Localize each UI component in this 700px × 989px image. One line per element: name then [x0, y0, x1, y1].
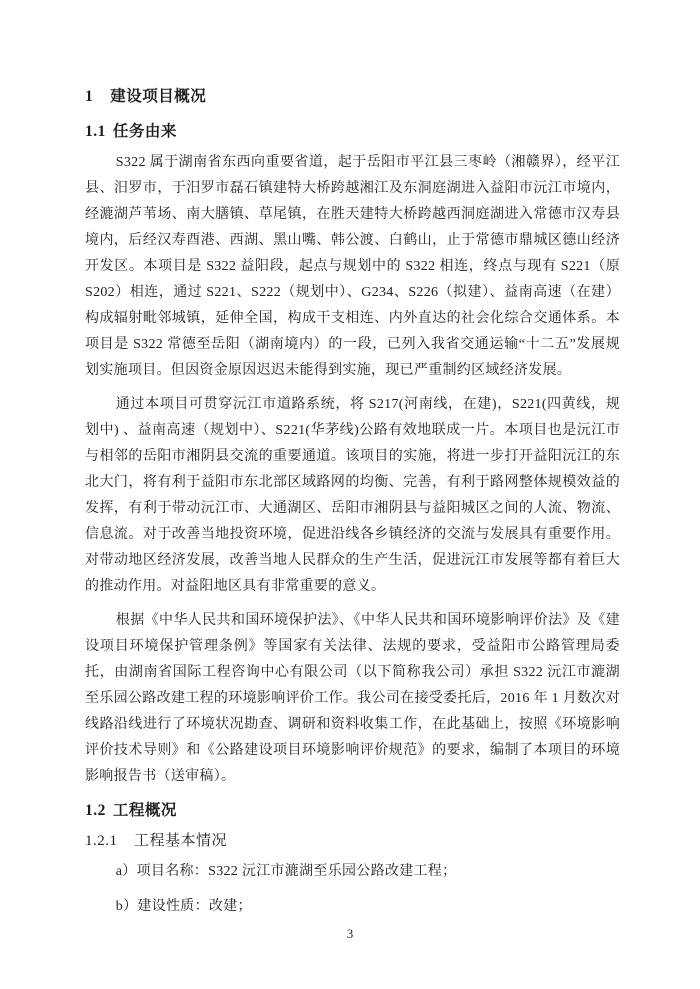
section-title: 工程概况 [112, 802, 177, 819]
paragraph-legal-basis: 根据《中华人民共和国环境保护法》、《中华人民共和国环境影响评价法》及《建设项目环境保护管理条例》等国家有关法律、法规的要求，受益阳市公路管理局委托，由湖南省国际工程咨询中心有限公司（以下简称我公司）承担 S322 沅江市漉湖至乐园公路改建工程的环境影响评价工作。我公司在接受委托后，2016 年 1 月数次对线路沿线进行了环境状况勘查、调研和资料收集工作，在此基础上，按照《环境影响评价技术导则》和《公路建设项目环境影响评价规范》的要求，编制了本项目的环境影响报告书（送审稿）。 [85, 613, 620, 784]
list-item-project-name: a）项目名称：S322 沅江市漉湖至乐园公路改建工程； [115, 864, 457, 879]
paragraph-route-overview: S322 属于湖南省东西向重要省道，起于岳阳市平江县三枣岭（湘赣界），经平江县、汨罗市，于汨罗市磊石镇建特大桥跨越湘江及东洞庭湖进入益阳市沅江市境内，经漉湖芦苇场、南大膳镇、草尾镇，在胜天建特大桥跨越西洞庭湖进入常德市汉寿县境内，后经汉寿酉港、西湖、黑山嘴、韩公渡、白鹤山，止于常德市鼎城区德山经济开发区。本项目是 S322 益阳段，起点与规划中的 S322 相连，终点与现有 S221（原S202）相连，通过 S221、S222（规划中）、G234、S226（拟建）、益南高速（在建）构成辐射毗邻城镇，延伸全国，构成干支相连、内外直达的社会化综合交通体系。本项目是 S322 常德至岳阳（湖南境内）的一段，已列入我省交通运输“十二五”发展规划实施项目。但因资金原因迟迟未能得到实施，现已严重制约区域经济发展。 [85, 155, 620, 378]
section-number: 1 [85, 88, 94, 105]
section-title: 工程基本情况 [134, 833, 228, 849]
section-number: 1.2.1 [85, 833, 118, 849]
section-heading-1 [85, 84, 620, 106]
section-number: 1.1 [85, 123, 106, 140]
paragraph-project-significance: 通过本项目可贯穿沅江市道路系统，将 S217(河南线，在建)，S221(四黄线，规划中) 、益南高速（规划中）、S221(华茅线)公路有效地联成一片。本项目也是沅江市与相邻的岳阳市湘阴县交流的重要通道。该项目的实施，将进一步打开益阳沅江的东北大门，将有利于益阳市东北部区域路网的均衡、完善，有利于路网整体规模效益的发挥，有利于带动沅江市、大通湖区、岳阳市湘阴县与益阳城区之间的人流、物流、信息流。对于改善当地投资环境，促进沿线各乡镇经济的交流与发展具有重要作用。对带动地区经济发展，改善当地人民群众的生产生活，促进沅江市发展等都有着巨大的推动作用。对益阳地区具有非常重要的意义。 [85, 397, 620, 594]
section-title: 建设项目概况 [110, 88, 207, 105]
section-number: 1.2 [85, 802, 106, 819]
section-heading-1-2-1 [85, 829, 620, 850]
section-heading-1-2 [85, 798, 620, 820]
section-title: 任务由来 [112, 123, 177, 140]
page-number: 3 [346, 926, 354, 941]
section-heading-1-1 [85, 119, 620, 141]
list-item-construction-nature: b）建设性质：改建； [115, 899, 252, 914]
